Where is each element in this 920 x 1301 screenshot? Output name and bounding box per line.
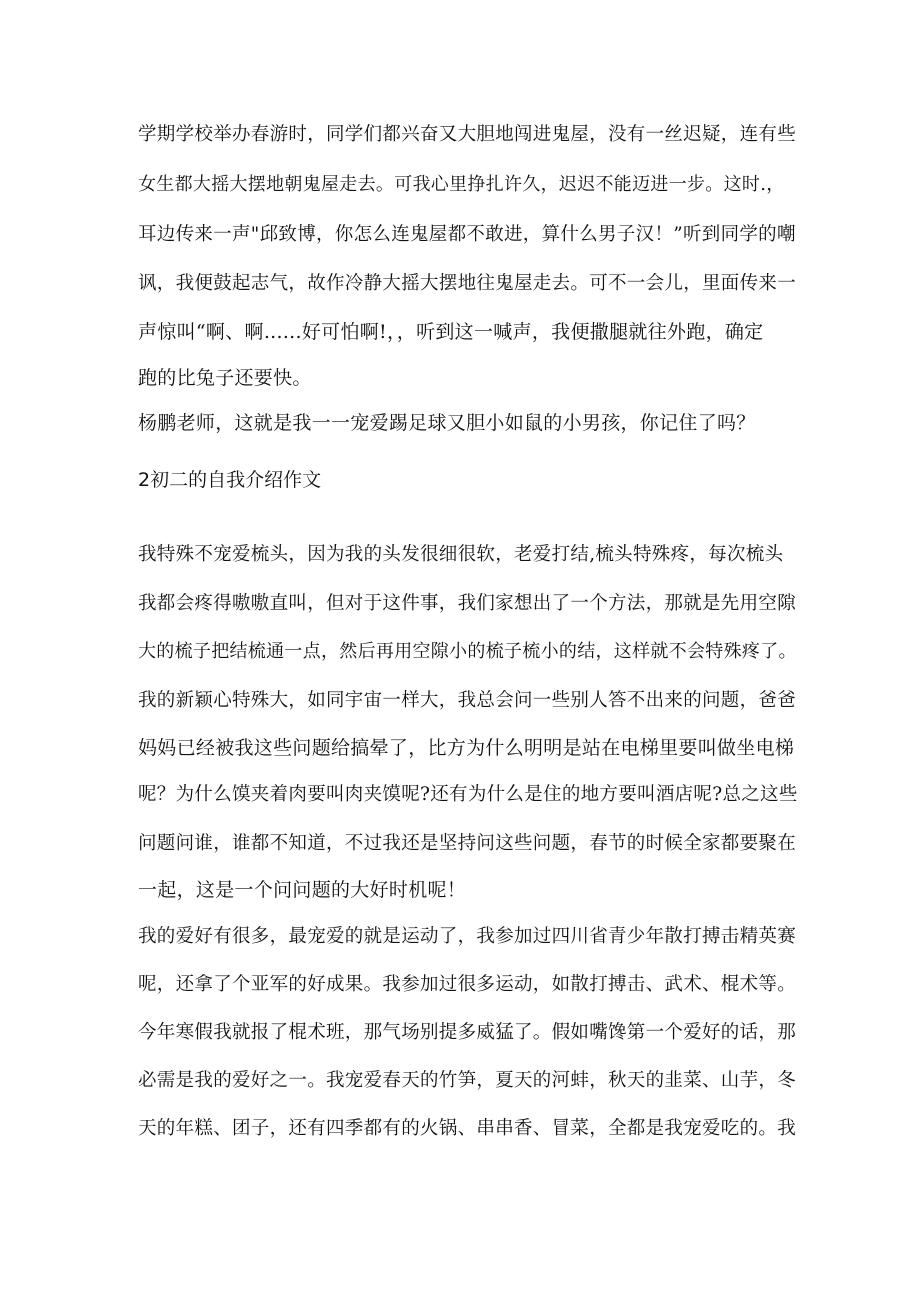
paragraph-line: 呢，还拿了个亚军的好成果。我参加过很多运动，如散打搏击、武术、棍术等。 [138, 974, 797, 995]
paragraph-line: 必需是我的爱好之一。我宠爱春天的竹笋，夏天的河蚌，秋天的韭菜、山芋，冬 [138, 1070, 797, 1091]
paragraph-line: 学期学校举办春游时，同学们都兴奋又大胆地闯进鬼屋，没有一丝迟疑，连有些 [138, 124, 797, 145]
paragraph-line: 我的爱好有很多，最宠爱的就是运动了，我参加过四川省青少年散打搏击精英赛 [138, 926, 797, 947]
paragraph-line: 我的新颖心特殊大，如同宇宙一样大，我总会问一些别人答不出来的问题，爸爸 [138, 690, 797, 711]
paragraph-line: 大的梳子把结梳通一点，然后再用空隙小的梳子梳小的结，这样就不会特殊疼了。 [138, 641, 797, 662]
paragraph-line: 问题问谁，谁都不知道，不过我还是坚持问这些问题，春节的时候全家都要聚在 [138, 833, 797, 854]
paragraph-line: 讽，我便鼓起志气，故作冷静大摇大摆地往鬼屋走去。可不一会儿，里面传来一 [138, 273, 797, 294]
section-heading: 2初二的自我介绍作文 [138, 469, 322, 491]
paragraph-line: 我特殊不宠爱梳头，因为我的头发很细很软，老爱打结,梳头特殊疼，每次梳头 [138, 544, 784, 565]
paragraph-line: 一起，这是一个问问题的大好时机呢！ [138, 879, 467, 901]
paragraph-line: 杨鹏老师，这就是我一一宠爱踢足球又胆小如鼠的小男孩，你记住了吗？ [138, 412, 756, 434]
paragraph-line: 妈妈已经被我这些问题给搞晕了，比方为什么明明是站在电梯里要叫做坐电梯 [138, 737, 795, 759]
paragraph-line: 天的年糕、团子，还有四季都有的火锅、串串香、冒菜，全都是我宠爱吃的。我 [138, 1118, 797, 1139]
paragraph-line: 声惊叫“啊、啊......好可怕啊!，，听到这一喊声，我便撒腿就往外跑，确定 [138, 321, 764, 343]
paragraph-line: 今年寒假我就报了棍术班，那气场别提多威猛了。假如嘴馋第一个爱好的话，那 [138, 1022, 797, 1043]
paragraph-line: 女生都大摇大摆地朝鬼屋走去。可我心里挣扎许久，迟迟不能迈进一步。这时.， [138, 174, 785, 195]
paragraph-line: 跑的比兔子还要快。 [138, 367, 312, 389]
paragraph-line: 呢？为什么馍夹着肉要叫肉夹馍呢?还有为什么是住的地方要叫酒店呢?总之这些 [138, 784, 798, 805]
paragraph-line: 耳边传来一声"邱致博，你怎么连鬼屋都不敢进，算什么男子汉！”听到同学的嘲 [138, 224, 796, 245]
paragraph-line: 我都会疼得嗷嗷直叫，但对于这件事，我们家想出了一个方法，那就是先用空隙 [138, 593, 797, 614]
